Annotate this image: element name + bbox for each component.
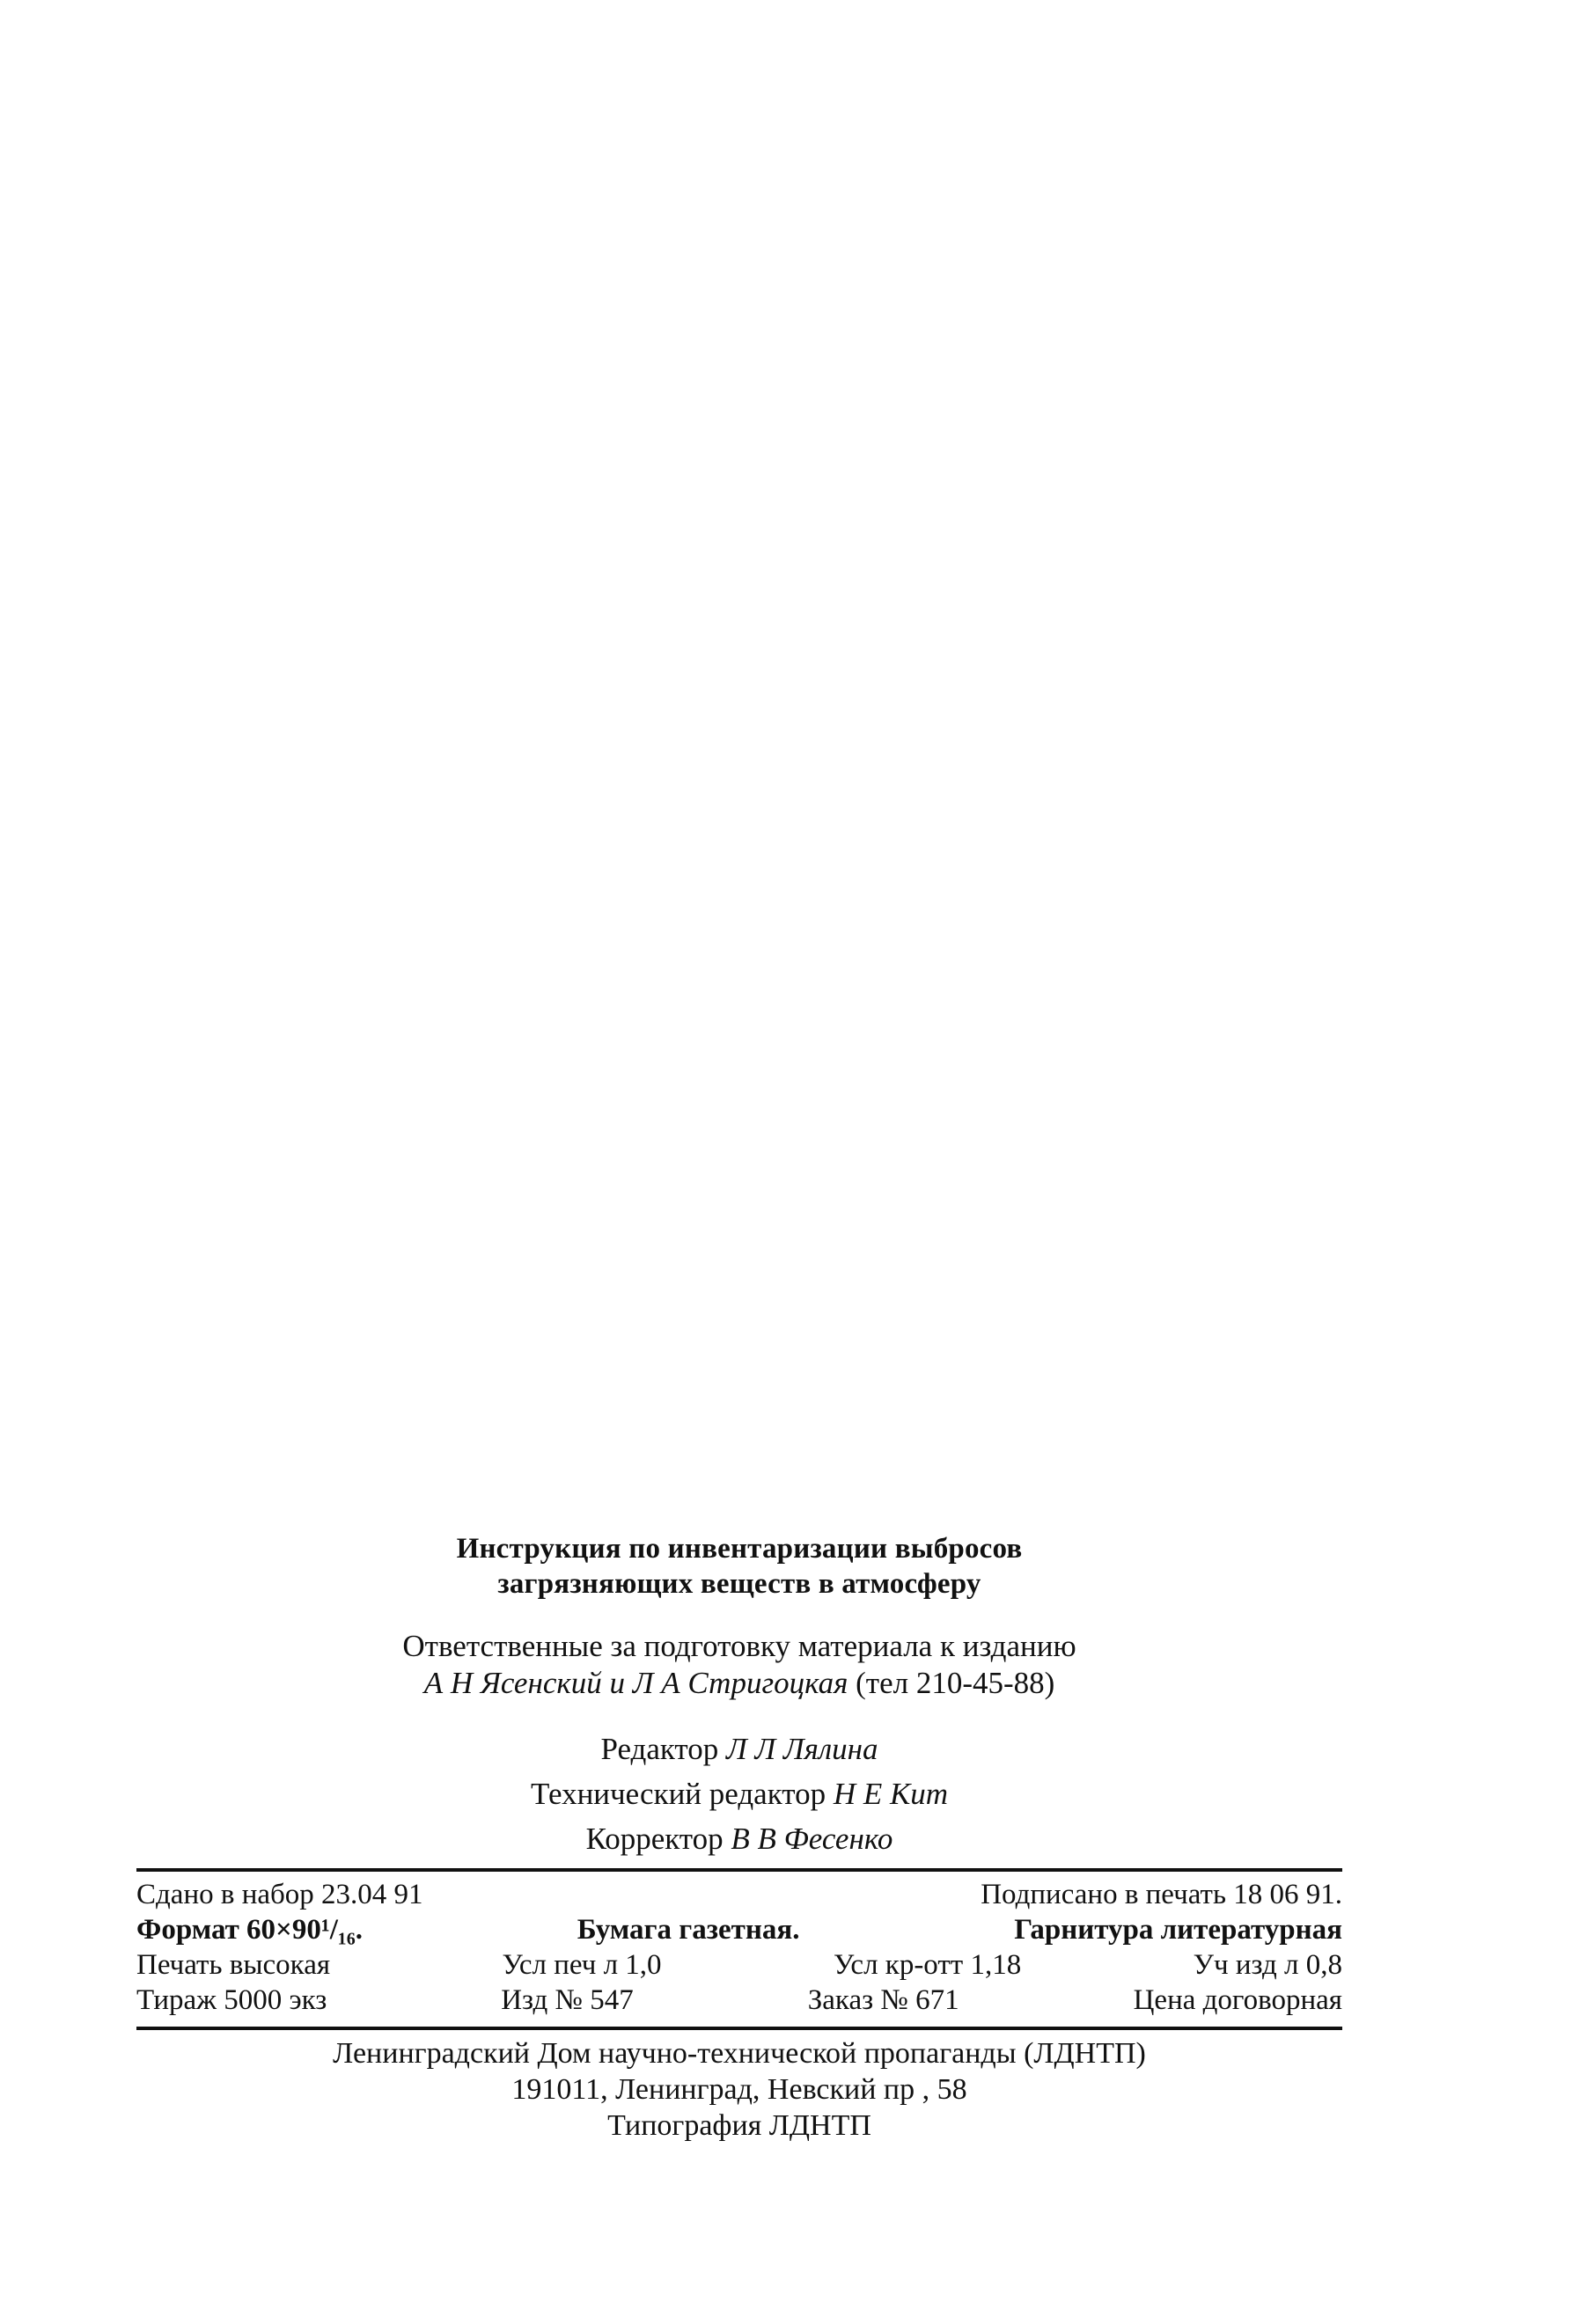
document-title [136,1531,1342,1602]
spec-row-1 [136,1877,1342,1912]
staff-block [136,1727,1342,1861]
editor-name: Л Л Лялина [726,1732,878,1766]
spec-publisher-sheets: Уч изд л 0,8 [1193,1949,1342,1981]
spec-paper: Бумага газетная. [577,1914,800,1946]
publisher-block [136,2035,1342,2144]
tech-editor-label: Технический редактор [530,1777,826,1811]
proofreader-label: Корректор [585,1822,724,1856]
proofreader-line [136,1816,1342,1861]
spec-order-number: Заказ № 671 [807,1984,959,2016]
spec-signed-date: Подписано в печать 18 06 91. [981,1879,1342,1910]
divider-bottom [136,2027,1342,2030]
spec-row-3 [136,1947,1342,1983]
publisher-name: Ленинградский Дом научно-технической пропаганды (ЛДНТП) [333,2037,1146,2070]
spec-typeset-date: Сдано в набор 23.04 91 [136,1879,423,1910]
spec-printing: Печать высокая [136,1949,331,1981]
publication-specs [136,1872,1342,2018]
proofreader-name: В В Фесенко [731,1822,893,1856]
editor-label: Редактор [600,1732,719,1766]
tech-editor-line [136,1771,1342,1816]
responsible-block [136,1628,1342,1702]
title-line-1: Инструкция по инвентаризации выбросов [456,1533,1023,1565]
printing-house: Типография ЛДНТП [607,2109,871,2142]
tech-editor-name: Н Е Кит [833,1777,949,1811]
publisher-address: 191011, Ленинград, Невский пр , 58 [511,2073,967,2106]
title-line-2: загрязняющих веществ в атмосферу [497,1568,981,1600]
spec-circulation: Тираж 5000 экз [136,1984,327,2016]
spec-row-2 [136,1912,1342,1947]
spec-color-prints: Усл кр-отт 1,18 [834,1949,1022,1981]
spec-format: Формат 60×90¹/₁₆. [136,1914,363,1946]
responsible-names-line [136,1665,1342,1702]
spec-price: Цена договорная [1133,1984,1342,2016]
colophon [136,1531,1342,2144]
responsible-label: Ответственные за подготовку материала к изданию [402,1629,1076,1663]
spec-typeface: Гарнитура литературная [1014,1914,1342,1946]
spec-row-4 [136,1983,1342,2018]
responsible-phone: (тел 210-45-88) [856,1666,1055,1700]
editor-line [136,1727,1342,1771]
spec-edition-number: Изд № 547 [501,1984,634,2016]
responsible-names: А Н Ясенский и Л А Стригоцкая [423,1666,848,1700]
spec-print-sheets: Усл печ л 1,0 [502,1949,662,1981]
